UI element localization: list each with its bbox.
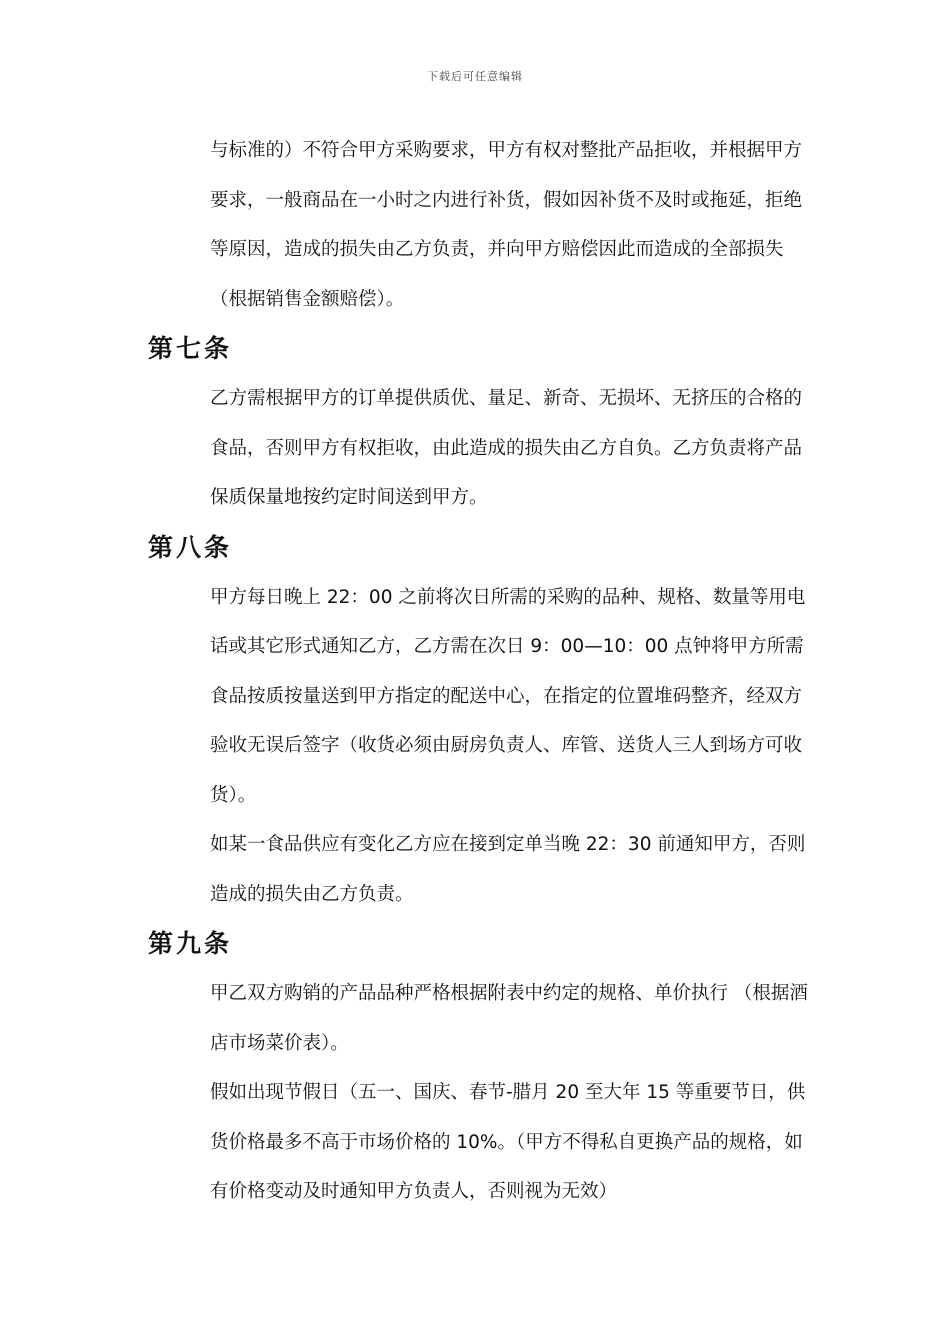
clause-6-continuation: 与标准的）不符合甲方采购要求，甲方有权对整批产品拒收，并根据甲方要求，一般商品在一小时之内进行补货，假如因补货不及时或拖延，拒绝等原因，造成的损失由乙方负责，并向甲方赔偿因此而造成的全部损失（根据销售金额赔偿）。 (210, 140, 803, 310)
article-7-heading: 第七条 (148, 334, 233, 363)
article-8-paragraph-2: 如某一食品供应有变化乙方应在接到定单当晚 22：30 前通知甲方，否则造成的损失由乙方负责。 (210, 834, 806, 905)
article-8-paragraph-1: 甲方每日晚上 22：00 之前将次日所需的采购的品种、规格、数量等用电 话或其它形式通知乙方，乙方需在次日 9：00—10：00 点钟将甲方所需食品按质按量送到甲方指定的配送中心，在指定的位置堆码整齐，经双方验收无误后签字（收货必须由厨房负责人、库管、送货人三人到场方可收货）。 (210, 586, 806, 806)
article-8-heading: 第八条 (148, 532, 233, 562)
document-body (0, 126, 950, 1217)
article-9-paragraph-1: 甲乙双方购销的产品品种严格根据附表中约定的规格、单价执行 （根据酒店市场菜价表）。 (210, 983, 808, 1054)
article-7-paragraph: 乙方需根据甲方的订单提供质优、量足、新奇、无损坏、无挤压的合格的 食品，否则甲方有权拒收，由此造成的损失由乙方自负。乙方负责将产品保质保量地按约定时间送到甲方。 (210, 388, 803, 508)
page-watermark: 下载后可任意编辑 (427, 70, 523, 83)
article-9-heading: 第九条 (148, 929, 233, 958)
article-9-paragraph-2: 假如出现节假日（五一、国庆、春节-腊月 20 至大年 15 等重要节日，供货价格最多不高于市场价格的 10%。（甲方不得私自更换产品的规格，如有价格变动及时通知甲方负责人，否则视为无效） (210, 1082, 806, 1202)
